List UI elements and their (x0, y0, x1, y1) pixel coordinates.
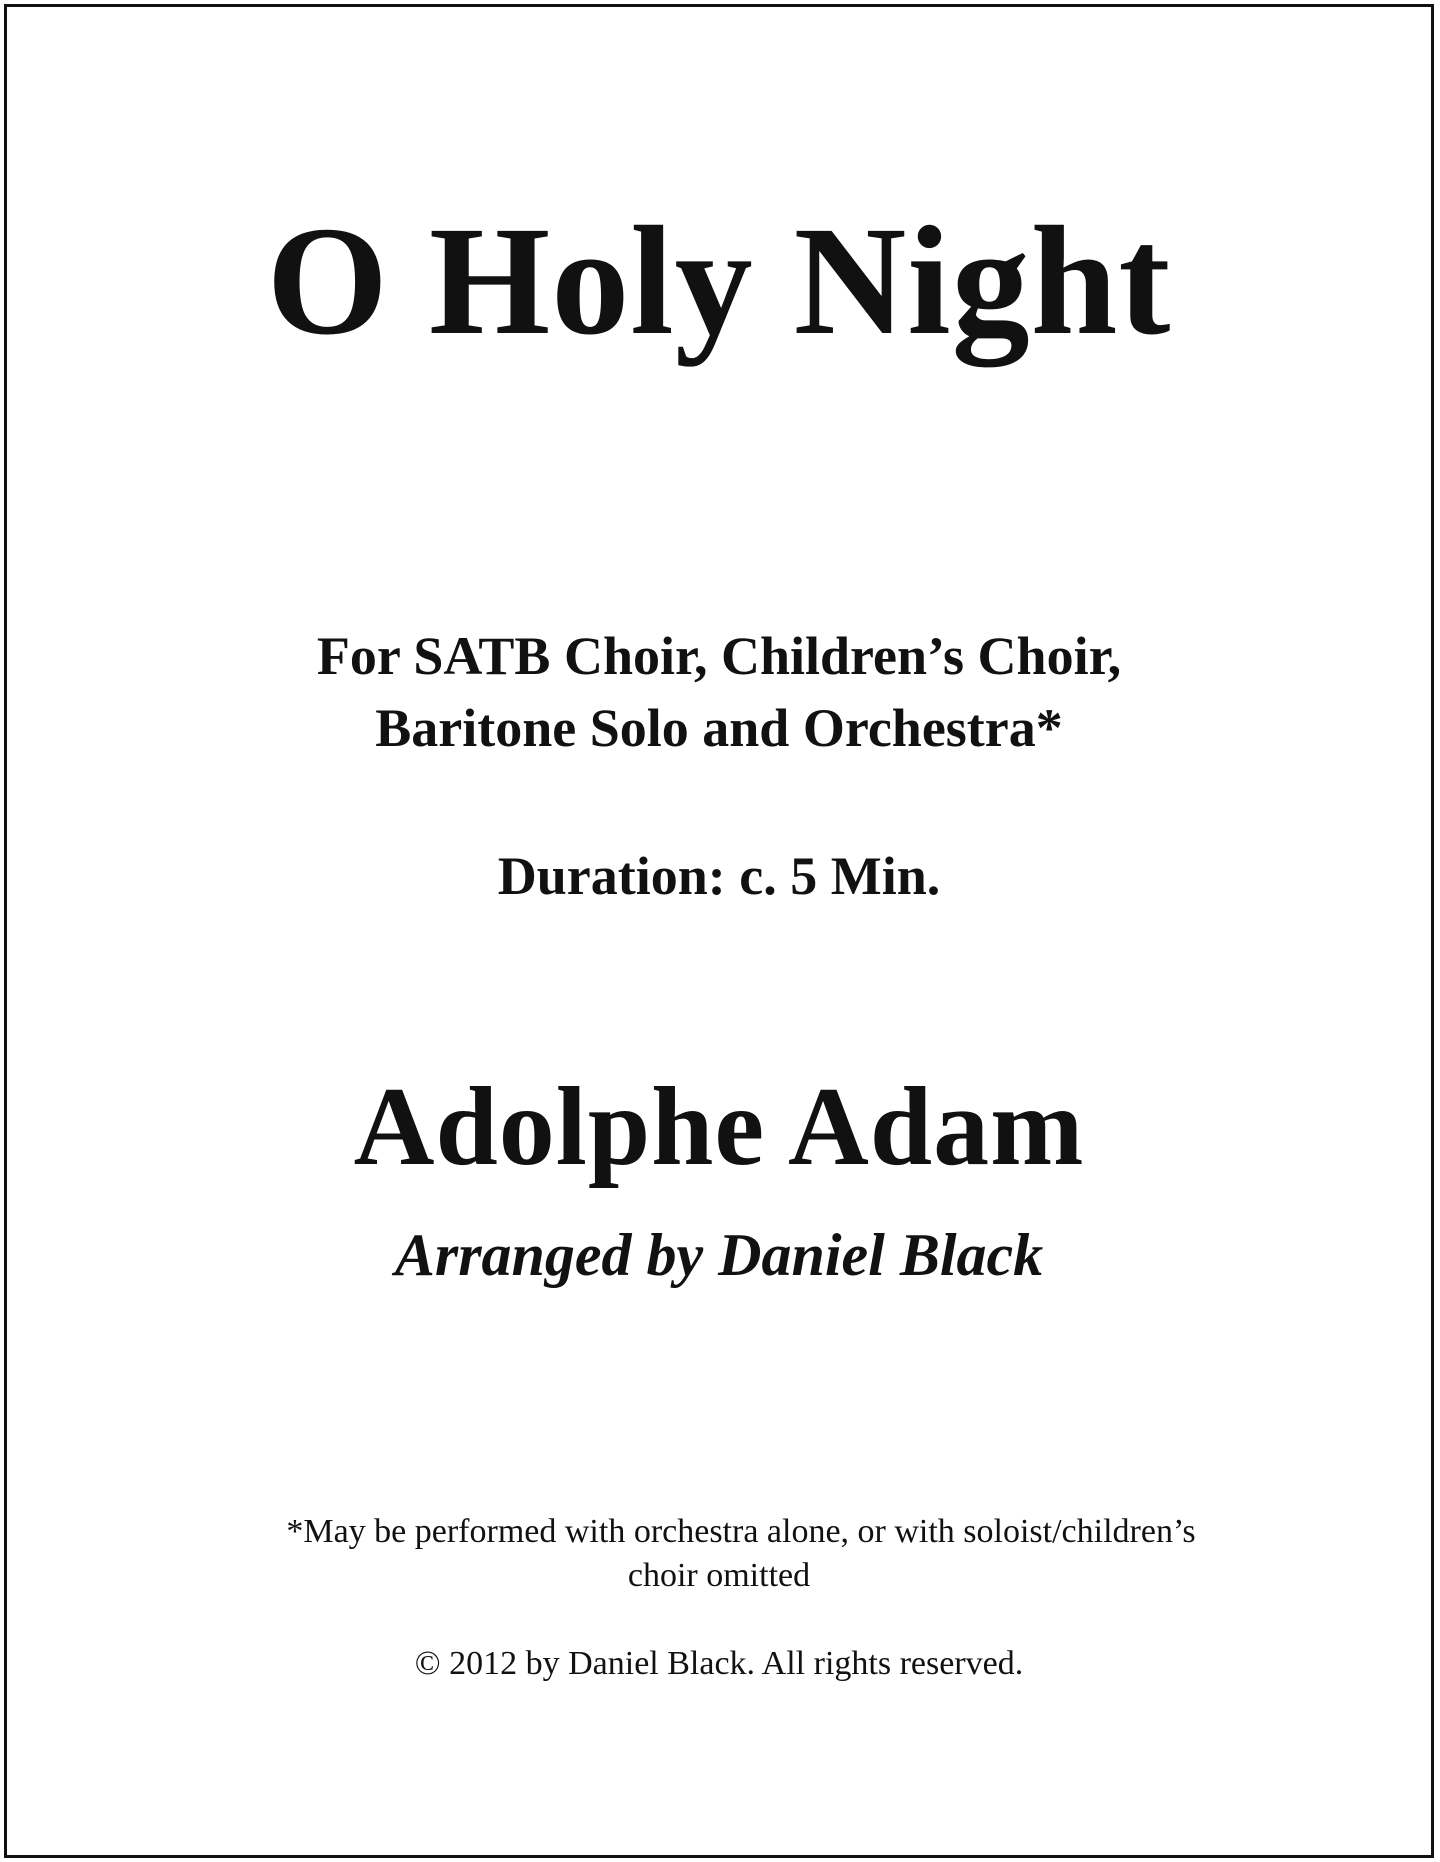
footnote-line-1: *May be performed with orchestra alone, or with soloist/children’s (286, 1513, 1196, 1550)
footnote-line-2: choir omitted (627, 1557, 811, 1594)
title: O Holy Night (266, 194, 1172, 367)
arranger: Arranged by Daniel Black (394, 1222, 1044, 1288)
copyright-notice: © 2012 by Daniel Black. All rights reserved. (414, 1645, 1024, 1682)
composer: Adolphe Adam (353, 1065, 1085, 1189)
duration: Duration: c. 5 Min. (497, 846, 941, 906)
score-cover-page (4, 4, 1434, 1858)
instrumentation-line-2: Baritone Solo and Orchestra* (375, 698, 1063, 758)
instrumentation-line-1: For SATB Choir, Children’s Choir, (316, 626, 1122, 686)
